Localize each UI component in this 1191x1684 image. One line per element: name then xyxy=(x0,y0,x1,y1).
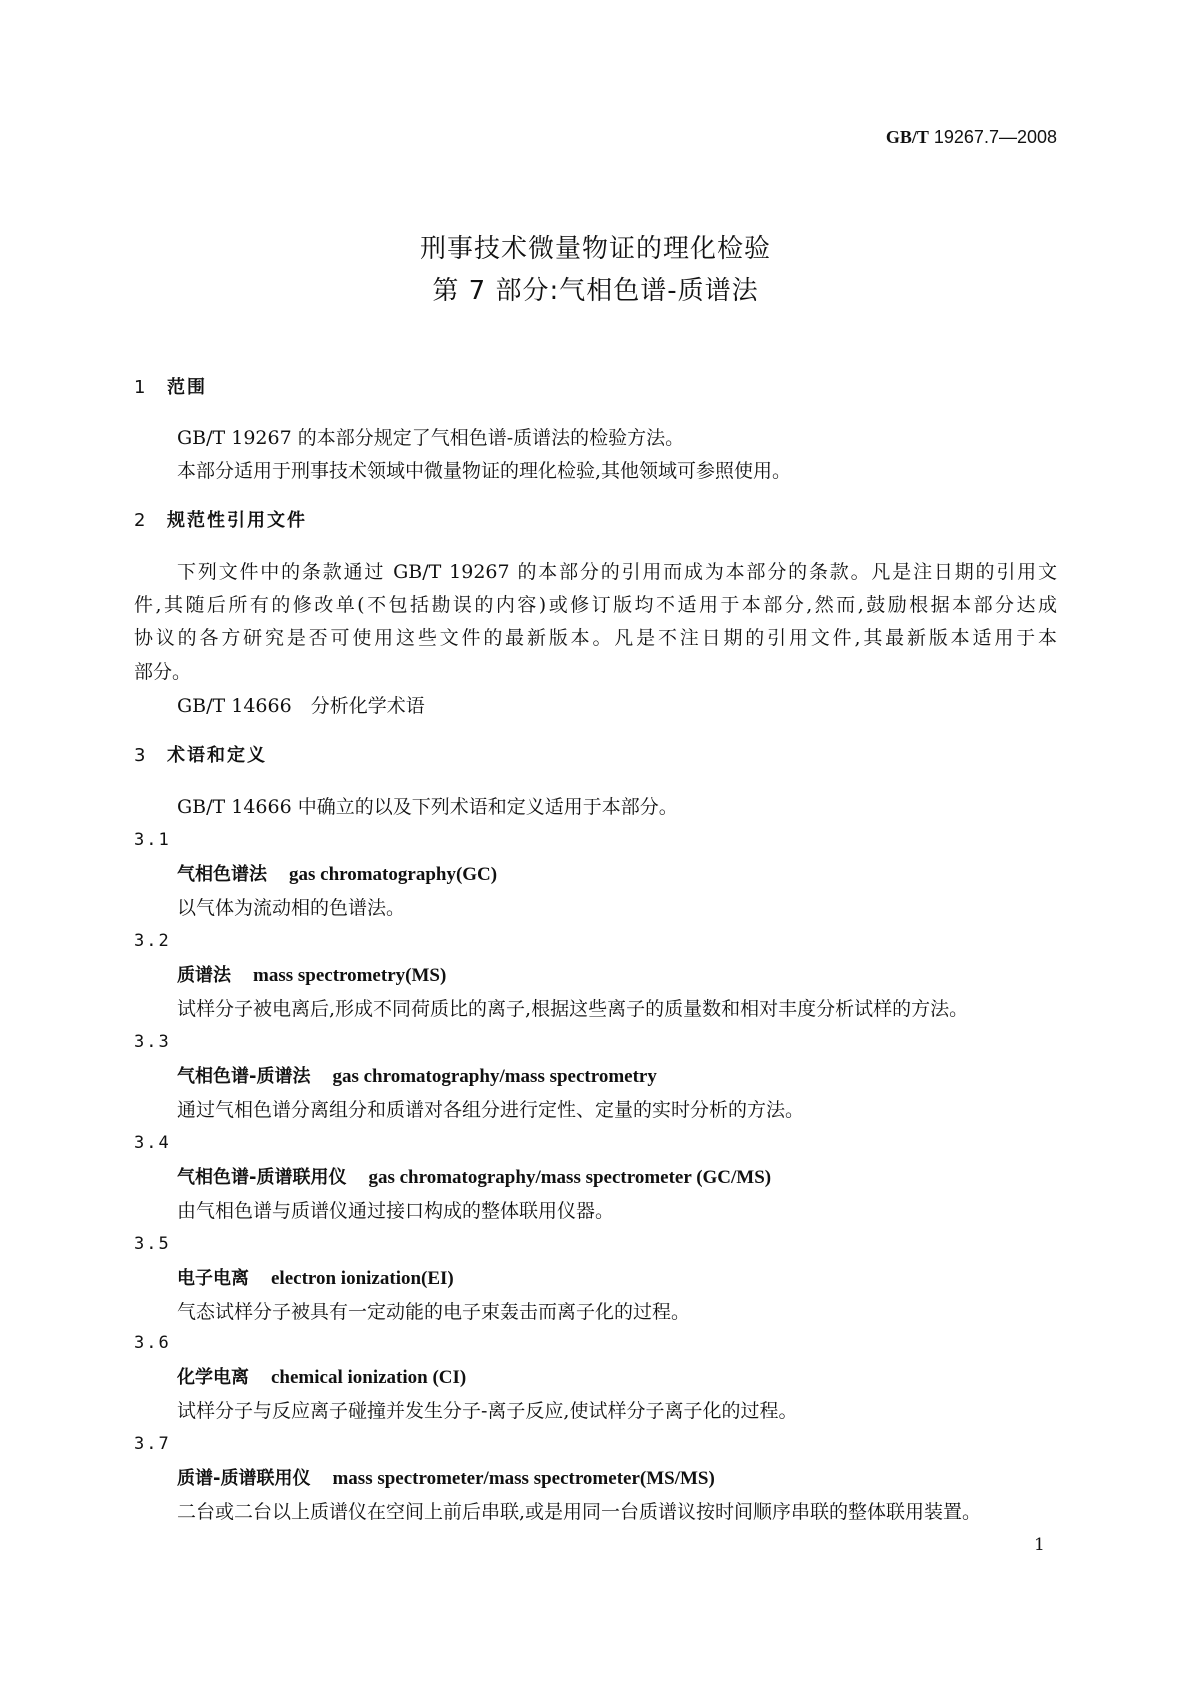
standard-number: 19267.7—2008 xyxy=(933,127,1057,147)
term-number: 3.4 xyxy=(134,1133,171,1153)
paragraph-line: 下列文件中的条款通过 GB/T 19267 的本部分的引用而成为本部分的条款。凡是注日期的引用文 xyxy=(177,561,1057,583)
term-number: 3.6 xyxy=(134,1333,171,1353)
section-title: 范围 xyxy=(167,377,207,398)
normative-reference: GB/T 14666 分析化学术语 xyxy=(177,695,425,717)
term-heading xyxy=(177,1362,466,1392)
standard-code xyxy=(886,122,1057,152)
standard-prefix: GB/T xyxy=(885,127,929,147)
term-chinese: 化学电离 xyxy=(177,1367,249,1388)
term-english: gas chromatography/mass spectrometry xyxy=(332,1066,657,1087)
term-definition: 以气体为流动相的色谱法。 xyxy=(177,897,406,919)
term-heading xyxy=(177,1263,454,1293)
paragraph-line: 协议的各方研究是否可使用这些文件的最新版本。凡是不注日期的引用文件,其最新版本适用于本 xyxy=(134,627,1057,649)
term-chinese: 质谱-质谱联用仪 xyxy=(177,1468,311,1489)
paragraph: GB/T 19267 的本部分规定了气相色谱-质谱法的检验方法。 xyxy=(177,427,685,449)
page-number: 1 xyxy=(1034,1535,1045,1555)
section-number: 3 xyxy=(134,745,146,766)
term-chinese: 质谱法 xyxy=(177,965,231,986)
term-heading xyxy=(177,960,446,990)
paragraph: GB/T 14666 中确立的以及下列术语和定义适用于本部分。 xyxy=(177,796,678,818)
term-english: gas chromatography/mass spectrometer (GC/MS) xyxy=(368,1167,772,1188)
term-heading xyxy=(177,1162,771,1192)
term-chinese: 气相色谱-质谱联用仪 xyxy=(177,1167,347,1188)
term-english: chemical ionization (CI) xyxy=(271,1367,467,1388)
term-chinese: 电子电离 xyxy=(177,1268,249,1289)
paragraph-line: 部分。 xyxy=(134,661,192,683)
term-heading xyxy=(177,1061,657,1091)
term-definition: 通过气相色谱分离组分和质谱对各组分进行定性、定量的实时分析的方法。 xyxy=(177,1099,805,1121)
term-definition: 试样分子被电离后,形成不同荷质比的离子,根据这些离子的质量数和相对丰度分析试样的方法。 xyxy=(177,998,969,1020)
section-number: 2 xyxy=(134,510,146,531)
paragraph-line: 件,其随后所有的修改单(不包括勘误的内容)或修订版均不适用于本部分,然而,鼓励根据本部分达成 xyxy=(134,594,1057,616)
document-title: 刑事技术微量物证的理化检验 xyxy=(419,234,771,264)
term-chinese: 气相色谱-质谱法 xyxy=(177,1066,311,1087)
term-english: mass spectrometer/mass spectrometer(MS/MS) xyxy=(332,1468,715,1489)
term-number: 3.2 xyxy=(134,931,171,951)
term-definition: 二台或二台以上质谱仪在空间上前后串联,或是用同一台质谱议按时间顺序串联的整体联用装置。 xyxy=(177,1501,982,1523)
term-number: 3.7 xyxy=(134,1434,171,1454)
term-english: mass spectrometry(MS) xyxy=(253,965,447,986)
term-number: 3.5 xyxy=(134,1234,171,1254)
term-definition: 气态试样分子被具有一定动能的电子束轰击而离子化的过程。 xyxy=(177,1301,691,1323)
term-definition: 试样分子与反应离子碰撞并发生分子-离子反应,使试样分子离子化的过程。 xyxy=(177,1400,798,1422)
document-subtitle: 第 7 部分:气相色谱-质谱法 xyxy=(432,276,759,306)
section-title: 术语和定义 xyxy=(167,745,267,766)
term-heading xyxy=(177,859,497,889)
term-english: gas chromatography(GC) xyxy=(289,864,498,885)
paragraph: 本部分适用于刑事技术领域中微量物证的理化检验,其他领域可参照使用。 xyxy=(177,460,792,482)
term-number: 3.1 xyxy=(134,830,171,850)
section-1-heading xyxy=(134,373,207,403)
term-number: 3.3 xyxy=(134,1032,171,1052)
term-chinese: 气相色谱法 xyxy=(177,864,267,885)
term-english: electron ionization(EI) xyxy=(271,1268,454,1289)
term-definition: 由气相色谱与质谱仪通过接口构成的整体联用仪器。 xyxy=(177,1200,615,1222)
section-2-heading xyxy=(134,506,307,536)
section-3-heading xyxy=(134,741,267,771)
section-title: 规范性引用文件 xyxy=(167,510,307,531)
term-heading xyxy=(177,1463,715,1493)
section-number: 1 xyxy=(134,377,146,398)
